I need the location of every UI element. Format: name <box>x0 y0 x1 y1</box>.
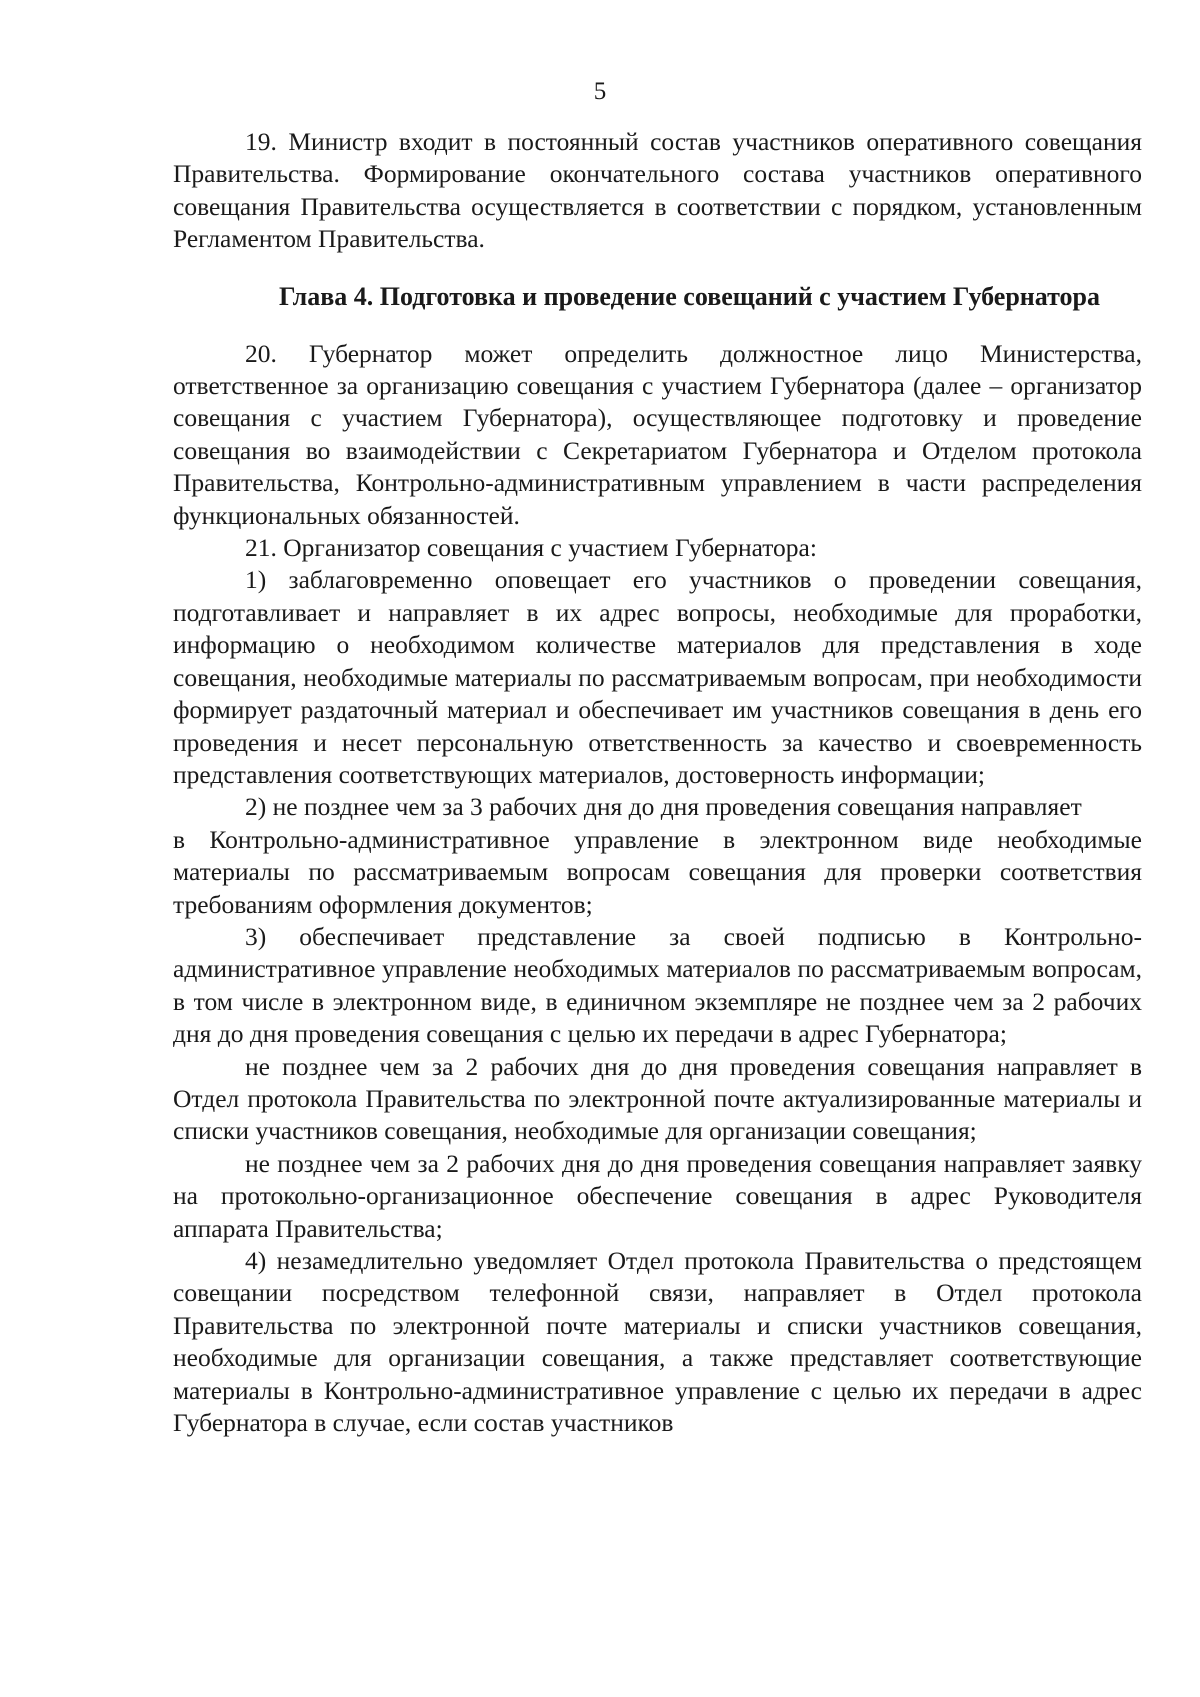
paragraph-21-item-2: 2) не позднее чем за 3 рабочих дня до дня проведения совещания направляет <box>245 792 1082 822</box>
paragraph-19: 19. Министр входит в постоянный состав участников оперативного совещания Правительства. Формирование окончательного состава участников оперативного совещания Правительства осуществляется в соответствии с порядком, установленным Регламентом Правительства. <box>173 127 1142 254</box>
chapter-heading: Глава 4. Подготовка и проведение совещаний с участием Губернатора <box>279 281 1100 311</box>
paragraph-21: 21. Организатор совещания с участием Губернатора: <box>245 533 817 563</box>
paragraph-20: 20. Губернатор может определить должностное лицо Министерства, ответственное за организацию совещания с участием Губернатора (далее – организатор совещания с участием Губернатора), осуществляющее подготовку и проведение совещания во взаимодействии с Секретариатом Губернатора и Отделом протокола Правительства, Контрольно-административным управлением в части распределения функциональных обязанностей. <box>173 338 1142 530</box>
paragraph-21-item-3-sub-1: не позднее чем за 2 рабочих дня до дня проведения совещания направляет в Отдел протокола Правительства по электронной почте актуализированные материалы и списки участников совещания, необходимые для организации совещания; <box>173 1051 1142 1146</box>
paragraph-21-item-2-continuation: в Контрольно-административное управление в электронном виде необходимые материалы по рассматриваемым вопросам совещания для проверки соответствия требованиям оформления документов; <box>173 824 1142 919</box>
paragraph-21-item-1: 1) заблаговременно оповещает его участников о проведении совещания, подготавливает и направляет в их адрес вопросы, необходимые для проработки, информацию о необходимом количестве материалов для представления в ходе совещания, необходимые материалы по рассматриваемым вопросам, при необходимости формирует раздаточный материал и обеспечивает им участников совещания в день его проведения и несет персональную ответственность за качество и своевременность представления соответствующих материалов, достоверность информации; <box>173 565 1142 789</box>
document-body <box>173 126 1142 1439</box>
paragraph-21-item-4: 4) незамедлительно уведомляет Отдел протокола Правительства о предстоящем совещании посредством телефонной связи, направляет в Отдел протокола Правительства по электронной почте материалы и списки участников совещания, необходимые для организации совещания, а также представляет соответствующие материалы в Контрольно-административное управление с целью их передачи в адрес Губернатора в случае, если состав участников <box>173 1246 1142 1438</box>
page-number: 5 <box>593 78 607 105</box>
paragraph-21-item-3-sub-2: не позднее чем за 2 рабочих дня до дня проведения совещания направляет заявку на протокольно-организационное обеспечение совещания в адрес Руководителя аппарата Правительства; <box>173 1148 1142 1243</box>
paragraph-21-item-3: 3) обеспечивает представление за своей подписью в Контрольно-административное управление необходимых материалов по рассматриваемым вопросам, в том числе в электронном виде, в единичном экземпляре не позднее чем за 2 рабочих дня до дня проведения совещания с целью их передачи в адрес Губернатора; <box>173 921 1142 1049</box>
